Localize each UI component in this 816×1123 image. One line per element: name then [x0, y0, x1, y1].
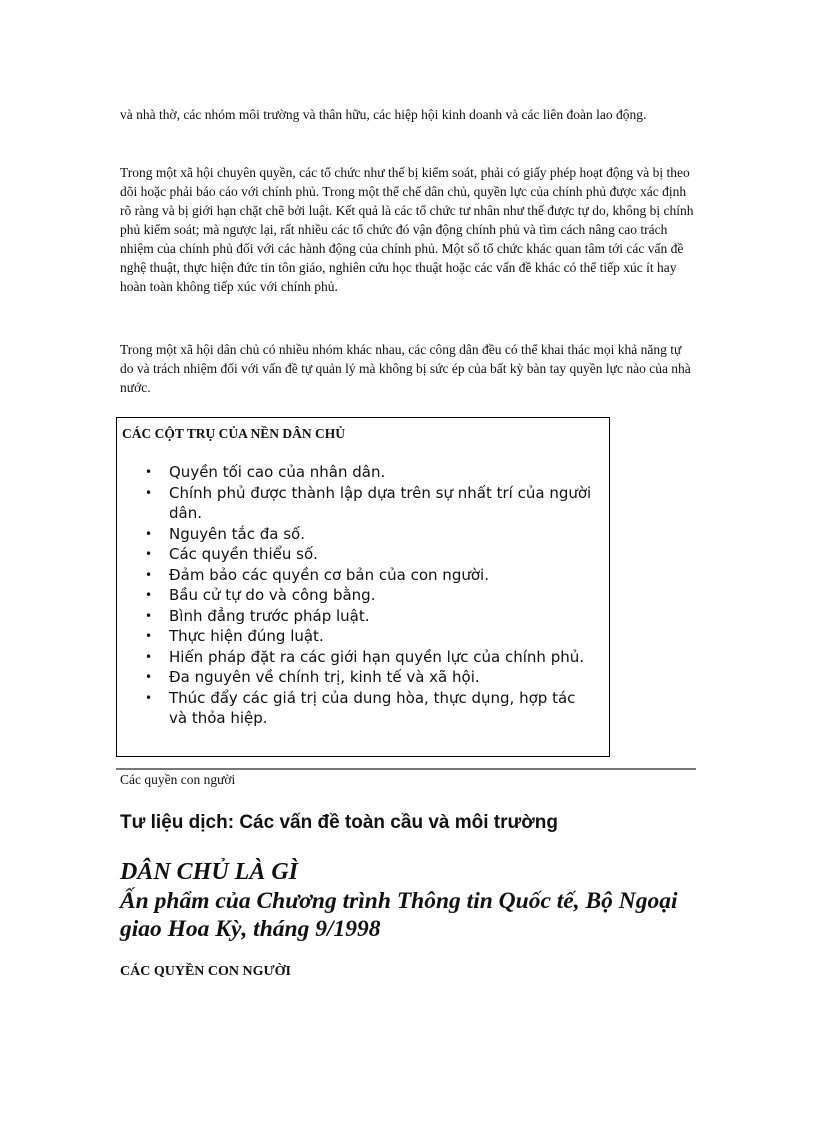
list-item [117, 688, 597, 729]
bullet-icon: • [145, 608, 153, 623]
bullet-icon: • [145, 526, 153, 541]
source-line: Tư liệu dịch: Các vấn đề toàn cầu và môi trường [120, 812, 558, 833]
bullet-icon: • [145, 629, 153, 643]
list-item [117, 483, 597, 524]
publication-info: Ấn phẩm của Chương trình Thông tin Quốc tế, Bộ Ngoại giao Hoa Kỳ, tháng 9/1998 [120, 888, 678, 942]
bullet-icon: • [145, 588, 153, 602]
list-item [117, 606, 597, 627]
bullet-icon: • [145, 649, 153, 664]
list-item-text: Bình đẳng trước pháp luật. [169, 606, 370, 625]
list-item-text: Hiến pháp đặt ra các giới hạn quyền lực của chính phủ. [169, 647, 584, 666]
section-caption: Các quyền con người [120, 772, 236, 787]
bullet-icon: • [145, 465, 153, 479]
list-item-text: Quyền tối cao của nhân dân. [169, 463, 386, 481]
list-item [117, 585, 597, 606]
list-item-text: Chính phủ được thành lập dựa trên sự nhất trí của người dân. [169, 483, 592, 522]
paragraph-organizations: và nhà thờ, các nhóm môi trường và thân hữu, các hiệp hội kinh doanh và các liên đoàn lao động. [120, 107, 647, 122]
document-title: DÂN CHỦ LÀ GÌ [120, 859, 299, 885]
list-item [117, 667, 597, 688]
paragraph-authoritarian-vs-democratic: Trong một xã hội chuyên quyền, các tổ chức như thế bị kiểm soát, phải có giấy phép hoạt động và bị theo dõi hoặc phải báo cáo với chính phủ. Trong một thể chế dân chủ, quyền lực của chính phủ được xác định rõ ràng và bị giới hạn chặt chẽ bởi luật. Kết quả là các tổ chức tư nhân như thế được tự do, không bị chính phủ kiểm soát; mà ngược lại, rất nhiều các tổ chức đó vận động chính phủ và tìm cách nâng cao trách nhiệm của chính phủ đối với các hành động của chính phủ. Một số tổ chức khác quan tâm tới các vấn đề nghệ thuật, thực hiện đức tin tôn giáo, nghiên cứu học thuật hoặc các vấn đề khác có thể tiếp xúc ít hay hoàn toàn không tiếp xúc với chính phủ. [120, 165, 694, 294]
list-item [117, 565, 597, 586]
list-item-text: Nguyên tắc đa số. [169, 524, 305, 543]
list-item [117, 462, 597, 483]
horizontal-divider [116, 768, 696, 770]
pillars-list [117, 462, 597, 729]
list-item-text: Thực hiện đúng luật. [169, 627, 324, 645]
list-item-text: Đảm bảo các quyền cơ bản của con người. [169, 565, 489, 584]
section-heading: CÁC QUYỀN CON NGƯỜI [120, 964, 291, 979]
bullet-icon: • [145, 547, 153, 561]
paragraph-citizen-freedom: Trong một xã hội dân chủ có nhiều nhóm khác nhau, các công dân đều có thể khai thác mọi khả năng tự do và trách nhiệm đối với vấn đề tự quản lý mà không bị sức ép của bất kỳ bàn tay quyền lực nào của nhà nước. [120, 342, 691, 395]
list-item [117, 524, 597, 545]
bullet-icon: • [145, 670, 153, 684]
bullet-icon: • [145, 567, 153, 582]
list-item [117, 626, 597, 647]
list-item-text: Bầu cử tự do và công bằng. [169, 586, 376, 604]
list-item [117, 544, 597, 565]
list-item-text: Thúc đẩy các giá trị của dung hòa, thực dụng, hợp tác và thỏa hiệp. [169, 688, 576, 727]
bullet-icon: • [145, 485, 153, 500]
list-item [117, 647, 597, 668]
bullet-icon: • [145, 690, 153, 705]
list-item-text: Các quyền thiểu số. [169, 545, 318, 563]
pillars-of-democracy-box [116, 417, 610, 757]
pillars-box-title: CÁC CỘT TRỤ CỦA NỀN DÂN CHỦ [122, 426, 346, 441]
list-item-text: Đa nguyên về chính trị, kinh tế và xã hội. [169, 668, 480, 686]
